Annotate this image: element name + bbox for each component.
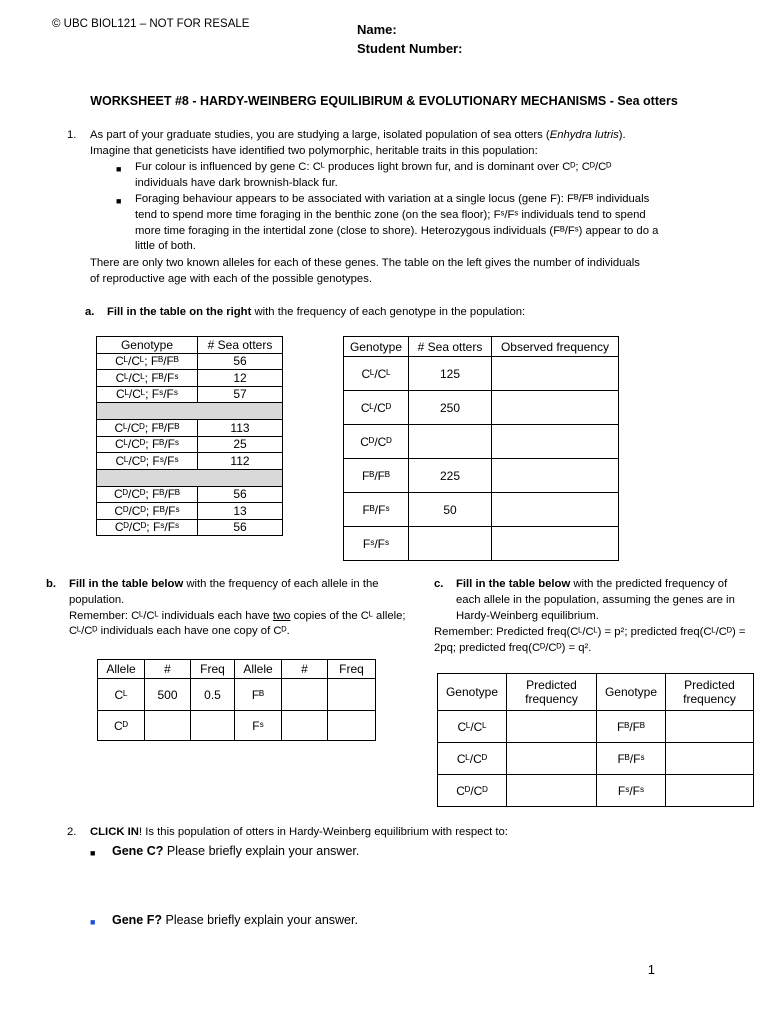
table-spacer-row	[97, 403, 283, 420]
part-c-bold: Fill in the table below	[456, 578, 571, 590]
count-cell: 112	[198, 453, 283, 470]
predicted-frequency-input[interactable]	[666, 775, 754, 807]
q1-intro-line1	[90, 128, 670, 144]
q2-bold: CLICK IN	[90, 826, 139, 838]
observed-frequency-input[interactable]	[492, 527, 619, 561]
table-row	[438, 743, 754, 775]
genotype-cell: Cᴸ/Cᴸ; Fᴮ/Fᴮ	[97, 353, 198, 370]
count-cell[interactable]	[409, 527, 492, 561]
part-c-line2: each allele in the population, assuming the genes are in	[456, 593, 735, 606]
count-cell[interactable]	[409, 425, 492, 459]
bullet-icon: ■	[116, 164, 122, 174]
q1-intro-text-b: ).	[618, 129, 626, 141]
table-row	[97, 436, 283, 453]
genotype-cell: Fᴮ/Fᴮ	[344, 459, 409, 493]
observed-frequency-table	[343, 336, 619, 561]
q1-intro	[90, 128, 670, 160]
genotype-cell: Cᴸ/Cᴰ	[438, 743, 507, 775]
predicted-frequency-input[interactable]	[507, 743, 597, 775]
part-a-label: a.	[85, 306, 95, 318]
page-number: 1	[647, 962, 655, 977]
column-header: #	[282, 660, 328, 679]
count-cell: 125	[409, 357, 492, 391]
allele-cell: Fᴮ	[235, 679, 282, 711]
gene-c-bold: Gene C?	[112, 844, 164, 858]
table-row	[344, 493, 619, 527]
table-row	[438, 775, 754, 807]
column-header: Genotype	[438, 674, 507, 711]
genotype-cell: Cᴸ/Cᴰ	[344, 391, 409, 425]
genotype-cell: Fᴮ/Fˢ	[344, 493, 409, 527]
table-row	[344, 425, 619, 459]
species-name: Enhydra lutris	[549, 129, 619, 141]
allele-frequency-table	[97, 659, 376, 741]
genotype-cell: Cᴰ/Cᴰ; Fˢ/Fˢ	[97, 519, 198, 536]
part-c-label: c.	[434, 578, 444, 590]
count-input[interactable]	[282, 679, 328, 711]
freq-input[interactable]	[328, 711, 376, 741]
count-cell: 56	[198, 486, 283, 503]
genotype-cell: Cᴸ/Cᴸ; Fᴮ/Fˢ	[97, 370, 198, 387]
count-cell: 56	[198, 353, 283, 370]
column-header: #	[145, 660, 191, 679]
genotype-cell: Cᴸ/Cᴸ	[438, 711, 507, 743]
genotype-cell: Cᴰ/Cᴰ	[344, 425, 409, 459]
q1-number: 1.	[67, 129, 77, 141]
table-header-row	[98, 660, 376, 679]
allele-cell: Cᴰ	[98, 711, 145, 741]
table-row	[98, 679, 376, 711]
name-label: Name:	[357, 22, 397, 37]
q1-closing	[90, 256, 670, 288]
genotype-cell: Cᴰ/Cᴰ; Fᴮ/Fᴮ	[97, 486, 198, 503]
genotype-cell: Cᴸ/Cᴰ; Fˢ/Fˢ	[97, 453, 198, 470]
table-spacer-row	[97, 469, 283, 486]
observed-frequency-input[interactable]	[492, 459, 619, 493]
table-row	[97, 453, 283, 470]
column-header: Predicted frequency	[666, 674, 754, 711]
table-row	[97, 486, 283, 503]
table-row	[344, 357, 619, 391]
table-header-row	[438, 674, 754, 711]
freq-cell: 0.5	[191, 679, 235, 711]
part-b-line3a: Remember: Cᴸ/Cᴸ individuals each have	[69, 609, 273, 622]
part-b-label: b.	[46, 578, 57, 590]
q2-number: 2.	[67, 826, 77, 838]
part-b-underline: two	[272, 609, 291, 622]
count-cell: 500	[145, 679, 191, 711]
part-c-remember	[434, 625, 764, 657]
genotype-cell: Fᴮ/Fˢ	[597, 743, 666, 775]
q1-intro-text-a: As part of your graduate studies, you are studying a large, isolated population of sea otters (	[90, 129, 550, 141]
genotype-cell: Fˢ/Fˢ	[597, 775, 666, 807]
part-c-instruction	[456, 577, 756, 624]
column-header: # Sea otters	[198, 337, 283, 354]
table-row	[97, 519, 283, 536]
genotype-count-table	[96, 336, 283, 536]
count-cell: 250	[409, 391, 492, 425]
column-header: Predicted frequency	[507, 674, 597, 711]
q2-gene-c[interactable]	[112, 844, 359, 858]
part-b-line4: Cᴸ/Cᴰ individuals each have one copy of Cᴰ.	[69, 625, 290, 638]
genotype-cell: Fᴮ/Fᴮ	[597, 711, 666, 743]
allele-cell: Cᴸ	[98, 679, 145, 711]
table-row	[98, 711, 376, 741]
column-header: Freq	[191, 660, 235, 679]
table-row	[438, 711, 754, 743]
student-info	[357, 20, 462, 58]
count-cell: 56	[198, 519, 283, 536]
table-row	[97, 353, 283, 370]
predicted-frequency-table	[437, 673, 754, 807]
observed-frequency-input[interactable]	[492, 425, 619, 459]
count-input[interactable]	[282, 711, 328, 741]
part-b-rest: with the frequency of each allele in the	[183, 578, 379, 590]
genotype-cell: Cᴸ/Cᴰ; Fᴮ/Fˢ	[97, 436, 198, 453]
allele-cell: Fˢ	[235, 711, 282, 741]
predicted-frequency-input[interactable]	[507, 775, 597, 807]
observed-frequency-input[interactable]	[492, 357, 619, 391]
q2-rest: ! Is this population of otters in Hardy-Weinberg equilibrium with respect to:	[138, 826, 508, 838]
q1-closing-line1: There are only two known alleles for each of these genes. The table on the left gives the number of individuals	[90, 257, 640, 269]
q1-closing-line2: of reproductive age with each of the possible genotypes.	[90, 272, 372, 285]
part-b-bold: Fill in the table below	[69, 578, 184, 590]
part-c-line5: 2pq; predicted freq(Cᴰ/Cᴰ) = q².	[434, 641, 592, 654]
count-cell: 113	[198, 420, 283, 437]
copyright-notice: © UBC BIOL121 – NOT FOR RESALE	[52, 18, 250, 30]
observed-frequency-input[interactable]	[492, 493, 619, 527]
freq-input[interactable]	[191, 711, 235, 741]
part-a-rest: with the frequency of each genotype in the population:	[251, 306, 526, 318]
column-header: Freq	[328, 660, 376, 679]
gene-f-bold: Gene F?	[112, 913, 163, 927]
part-c-rest: with the predicted frequency of	[570, 578, 728, 590]
bullet-icon: ■	[90, 848, 96, 858]
gene-f-rest: Please briefly explain your answer.	[162, 913, 358, 927]
table-row	[97, 420, 283, 437]
count-cell: 13	[198, 503, 283, 520]
table-row	[97, 386, 283, 403]
count-cell: 25	[198, 436, 283, 453]
table-row	[97, 503, 283, 520]
table-row	[344, 527, 619, 561]
count-cell: 12	[198, 370, 283, 387]
part-b-instruction	[69, 577, 414, 640]
count-input[interactable]	[145, 711, 191, 741]
genotype-cell: Cᴰ/Cᴰ; Fᴮ/Fˢ	[97, 503, 198, 520]
count-cell: 50	[409, 493, 492, 527]
predicted-frequency-input[interactable]	[666, 743, 754, 775]
genotype-cell: Cᴸ/Cᴸ	[344, 357, 409, 391]
predicted-frequency-input[interactable]	[666, 711, 754, 743]
table-row	[344, 391, 619, 425]
bullet-icon: ■	[116, 196, 122, 206]
column-header: Genotype	[97, 337, 198, 354]
q1-bullet1: Fur colour is influenced by gene C: Cᴸ produces light brown fur, and is dominant over Cᴰ; Cᴰ/Cᴰ individuals have dark brownish-black fur.	[135, 161, 612, 189]
freq-input[interactable]	[328, 679, 376, 711]
column-header: Observed frequency	[492, 337, 619, 357]
observed-frequency-input[interactable]	[492, 391, 619, 425]
q1-intro-line2: Imagine that geneticists have identified two polymorphic, heritable traits in this population:	[90, 144, 538, 157]
bullet-icon: ■	[90, 917, 96, 927]
genotype-cell: Cᴸ/Cᴸ; Fˢ/Fˢ	[97, 386, 198, 403]
part-b-line2: population.	[69, 593, 125, 606]
part-a-bold: Fill in the table on the right	[107, 306, 252, 318]
table-header-row	[344, 337, 619, 357]
worksheet-title: WORKSHEET #8 - HARDY-WEINBERG EQUILIBIRUM & EVOLUTIONARY MECHANISMS - Sea otters	[90, 94, 678, 108]
count-cell: 57	[198, 386, 283, 403]
column-header: Allele	[98, 660, 145, 679]
genotype-cell: Fˢ/Fˢ	[344, 527, 409, 561]
part-a-instruction	[107, 305, 525, 321]
genotype-cell: Cᴰ/Cᴰ	[438, 775, 507, 807]
table-row	[97, 370, 283, 387]
q2-gene-f[interactable]	[112, 913, 358, 927]
part-c-line4: Remember: Predicted freq(Cᴸ/Cᴸ) = p²; predicted freq(Cᴸ/Cᴰ) =	[434, 626, 746, 638]
column-header: Genotype	[344, 337, 409, 357]
part-b-line3b: copies of the Cᴸ allele;	[290, 609, 406, 622]
column-header: Genotype	[597, 674, 666, 711]
q2-prompt	[90, 826, 508, 838]
q1-bullet2: Foraging behaviour appears to be associated with variation at a single locus (gene F): Fᴮ/Fᴮ individuals tend to spend more time foraging in the benthic zone (on the sea floor); Fˢ/Fˢ individuals tend to spend more time foraging in the intertidal zone (close to shore). Heterozygous individuals (Fᴮ/Fˢ) appear to do a little of both.	[135, 193, 659, 253]
column-header: # Sea otters	[409, 337, 492, 357]
column-header: Allele	[235, 660, 282, 679]
gene-c-rest: Please briefly explain your answer.	[163, 844, 360, 858]
genotype-cell: Cᴸ/Cᴰ; Fᴮ/Fᴮ	[97, 420, 198, 437]
count-cell: 225	[409, 459, 492, 493]
table-row	[344, 459, 619, 493]
student-number-label: Student Number:	[357, 41, 463, 56]
table-header-row	[97, 337, 283, 354]
part-c-line3: Hardy-Weinberg equilibrium.	[456, 609, 599, 622]
predicted-frequency-input[interactable]	[507, 711, 597, 743]
